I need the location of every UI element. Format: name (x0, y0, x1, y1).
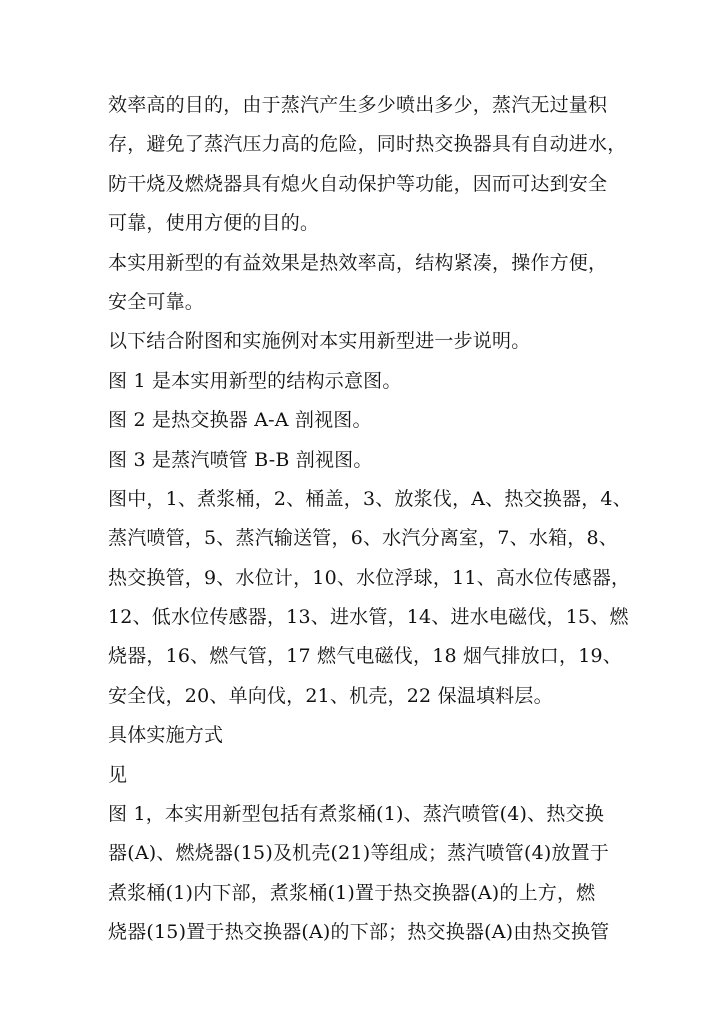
figure-caption-2: 图 2 是热交换器 A-A 剖视图。 (108, 409, 372, 432)
text-line: 烧器(15)置于热交换器(A)的下部；热交换器(A)由热交换管 (108, 921, 610, 944)
text-line: 图 1，本实用新型包括有煮浆桶(1)、蒸汽喷管(4)、热交换 (108, 803, 604, 826)
legend-line: 图中，1、煮浆桶，2、桶盖，3、放浆伐，A、热交换器，4、 (108, 487, 632, 510)
text-line: 可靠，使用方便的目的。 (108, 212, 320, 235)
legend-line: 热交换管，9、水位计，10、水位浮球，11、高水位传感器， (108, 566, 631, 589)
legend-line: 12、低水位传感器，13、进水管，14、进水电磁伐，15、燃 (108, 606, 629, 629)
text-line: 防干烧及燃烧器具有熄火自动保护等功能，因而可达到安全 (108, 172, 608, 195)
text-line: 以下结合附图和实施例对本实用新型进一步说明。 (108, 330, 531, 353)
legend-line: 烧器，16、燃气管，17 燃气电磁伐，18 烟气排放口，19、 (108, 645, 622, 668)
text-line: 安全可靠。 (108, 290, 205, 313)
text-line: 存，避免了蒸汽压力高的危险，同时热交换器具有自动进水， (108, 133, 627, 156)
text-line: 器(A)、燃烧器(15)及机壳(21)等组成；蒸汽喷管(4)放置于 (108, 842, 610, 865)
legend-line: 安全伐，20、单向伐，21、机壳，22 保温填料层。 (108, 684, 553, 707)
legend-line: 蒸汽喷管，5、蒸汽输送管，6、水汽分离室，7、水箱，8、 (108, 527, 618, 550)
document-body (108, 86, 632, 953)
text-line: 效率高的目的，由于蒸汽产生多少喷出多少，蒸汽无过量积 (108, 94, 608, 116)
figure-caption-1: 图 1 是本实用新型的结构示意图。 (108, 369, 402, 392)
text-line: 煮浆桶(1)内下部，煮浆桶(1)置于热交换器(A)的上方，燃 (108, 881, 596, 904)
section-heading: 具体实施方式 (108, 724, 224, 747)
text-line: 见 (108, 763, 128, 786)
figure-caption-3: 图 3 是蒸汽喷管 B-B 剖视图。 (108, 448, 373, 471)
text-line: 本实用新型的有益效果是热效率高，结构紧凑，操作方便， (108, 251, 608, 274)
